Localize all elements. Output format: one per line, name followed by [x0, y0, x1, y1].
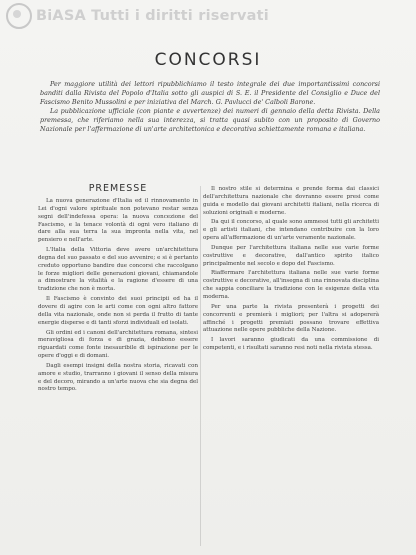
intro-paragraph-2: La pubblicazione ufficiale (con piante e avvertenze) dei numeri di gennaio della detta Rivista. Della premessa, che riferiamo nella sua interezza, si tratta quasi subito con un proposito di Governo Nazionale per l'affermazione di un'arte architettonica e decorativa schiettamente romana e italiana. — [40, 106, 380, 133]
right-column — [203, 186, 379, 355]
left-paragraph: L'Italia della Vittoria deve avere un'architettura degna del suo passato e del suo avvenire; e si è pertanto creduto opportuno bandire due concorsi che raccolgano le forze migliori delle generazioni giovani, chiamandole a dimostrare la vitalità e la ragione d'essere di una tradizione che non è morta. — [38, 247, 198, 293]
left-column — [38, 198, 198, 396]
left-paragraph: Gli ordini ed i canoni dell'architettura romana, sintesi meravigliosa di forza e di grazia, debbono essere riguardati come fonte inesauribile di ispirazione per le opere d'oggi e di domani. — [38, 329, 198, 360]
biasa-logo-icon — [6, 3, 32, 29]
right-paragraph: Per una parte la rivista presenterà i progetti dei concorrenti e premierà i migliori; per l'altra si adopererà affinché i progetti premiati possano trovare effettiva attuazione nelle opere pubbliche della Nazione. — [203, 303, 379, 334]
column-divider — [200, 186, 201, 546]
right-paragraph: Riaffermare l'architettura italiana nelle sue varie forme costruttive e decorative, all'insegna di una rinnovata disciplina che sappia conciliare la tradizione con le esigenze della vita moderna. — [203, 270, 379, 300]
left-paragraph: La nuova generazione d'Italia ed il rinnovamento in Lei d'ogni valore spirituale non potevano restar senza segni dell'indefessa opera: la nuova concezione del Fascismo, e la tenace volontà di ogni vero italiano di dare alla sua terra la sua impronta nella vita, nel pensiero e nell'arte. — [38, 198, 198, 244]
watermark-text: BiASA Tutti i diritti riservati — [36, 8, 269, 24]
intro-paragraph-1: Per maggiore utilità dei lettori ripubblichiamo il testo integrale dei due importantissimi concorsi banditi dalla Rivista del Popolo d'Italia sotto gli auspici di S. E. il Presidente del Consiglio e Duce del Fascismo Benito Mussolini e per iniziativa del March. G. Pavlucci de' Calboli Barone. — [40, 80, 380, 106]
page-title: CONCORSI — [154, 50, 262, 70]
left-paragraph: Dagli esempi insigni della nostra storia, ricavati con amore e studio, trarranno i giovani il senso della misura e del decoro, mirando a un'arte nuova che sia degna del nostro tempo. — [38, 362, 198, 393]
right-paragraph: Dunque per l'architettura italiana nelle sue varie forme costruttive e decorative, dall'antico spirito italico principalmente nel secolo e dopo del Fascismo. — [203, 244, 379, 267]
watermark — [6, 3, 269, 29]
section-title: PREMESSE — [88, 183, 148, 194]
right-paragraph: I lavori saranno giudicati da una commissione di competenti, e i risultati saranno resi noti nella rivista stessa. — [203, 337, 379, 352]
left-paragraph: Il Fascismo è convinto dei suoi principii ed ha il dovere di agire con le arti come con ogni altro fattore della vita nazionale, onde non si perda il frutto di tante energie disperse e di tanti sforzi individuali ed isolati. — [38, 296, 198, 326]
right-paragraph: Il nostro stile si determina e prende forma dai classici dell'architettura nazionale che dovranno essere presi come guida e modello dai giovani architetti italiani, nella ricerca di soluzioni originali e moderne. — [203, 186, 379, 216]
right-paragraph: Da qui il concorso, al quale sono ammessi tutti gli architetti e gli artisti italiani, che intendano contribuire con la loro opera all'affermazione di un'arte veramente nazionale. — [203, 219, 379, 242]
intro-block — [40, 80, 380, 133]
